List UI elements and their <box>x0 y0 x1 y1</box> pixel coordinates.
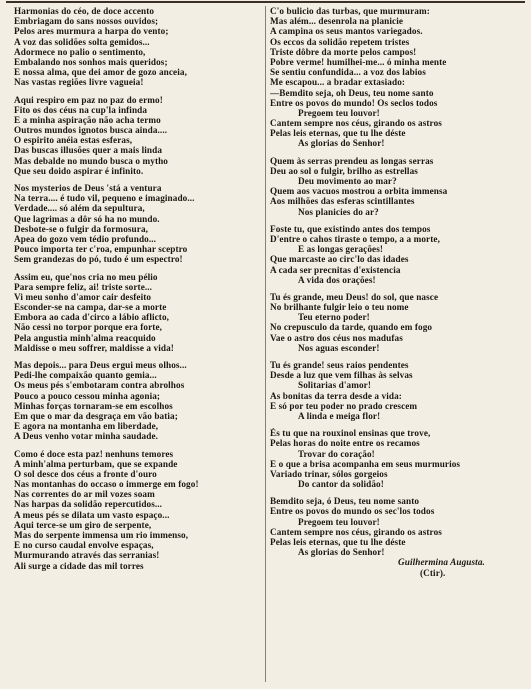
stanza-gap <box>14 571 262 578</box>
poem-line: A Deus venho votar minha saudade. <box>14 431 159 442</box>
poem-line: Nas correntes do ar mil vozes soam <box>14 489 155 500</box>
poem-line: Que lagrimas a dôr só ha no mundo. <box>14 213 160 224</box>
poem-line: Mas do serpente immensa um rio immenso, <box>14 530 189 540</box>
stanza <box>14 6 262 88</box>
poem-line: E a minha aspiração não acha termo <box>14 114 161 125</box>
poem-line: Pelas horas do noite entre os recamos <box>270 438 420 449</box>
poem-line: Mas além... desenrola na planicie <box>270 16 404 27</box>
poem-line: Variado trinar, sólos gorgeios <box>270 468 388 479</box>
poem-line: Em que o mar da desgraça em vão batia; <box>14 410 178 421</box>
stanza-gap <box>14 88 262 95</box>
stanza <box>14 449 262 571</box>
stanza <box>270 496 524 557</box>
stanza <box>270 360 524 421</box>
poem-line: As glorias do Senhor! <box>298 138 385 149</box>
poem-line: Aos milhões das esferas scintillantes <box>270 196 415 207</box>
top-rule <box>6 1 525 3</box>
column-divider <box>265 6 266 682</box>
poem-line: Mas depois... para Deus ergui meus olhos... <box>14 360 187 370</box>
poem-line: Pelas leis eternas, que tu lhe déste <box>270 128 406 139</box>
poem-line: E as longas gerações! <box>298 244 384 255</box>
poem-line: Pelas leis eternas, que tu lhe déste <box>270 537 406 547</box>
poem-line: Quem às serras prendeu as longas serras <box>270 155 434 166</box>
poem-line: Se sentiu confundida... a voz dos labios <box>270 67 426 78</box>
poem-line: As glorias do Senhor! <box>298 547 385 558</box>
poem-line: Harmonias do céo, de doce accento <box>14 6 155 16</box>
poem-line: Os meus pés s'embotaram contra abrolhos <box>14 380 185 391</box>
poem-line: As bonitas da terra desde a vida: <box>270 390 402 401</box>
poem-line: C'o bulicio das turbas, que murmuram: <box>270 6 430 16</box>
stanza-gap <box>14 176 262 183</box>
poem-line: No brilhante fulgir leio o teu nome <box>270 302 409 313</box>
poem-line: Pregoem teu louvor! <box>298 516 380 527</box>
poem-line: No crepusculo da tarde, quando em fogo <box>270 322 433 333</box>
poem-line: Quem aos vacuos mostrou a orbita immensa <box>270 186 448 197</box>
poem-line: Cantem sempre nos céus, girando os astros <box>270 118 442 129</box>
stanza-gap <box>270 285 524 292</box>
poem-line: Os eccos da solidão repetem tristes <box>270 36 410 47</box>
poem-line: Solitarias d'amor! <box>298 380 371 391</box>
poem-line: Nas harpas da solidão repercutidos... <box>14 499 163 510</box>
stanza-gap <box>14 265 262 272</box>
poem-line: Nos aguas esconder! <box>298 342 380 353</box>
poem-line: E o que a brisa acompanha em seus murmurios <box>270 458 461 469</box>
left-column <box>14 6 262 578</box>
poem-line: Adormece no palio o sentimento, <box>14 46 146 57</box>
poem-line: Não cessi no torpor porque era forte, <box>14 322 163 333</box>
poem-line: Embora ao cada d'circo a lábio aflicto, <box>14 312 170 323</box>
stanza-gap <box>270 353 524 360</box>
poem-line: Maldisse o meu soffrer, maldisse a vida! <box>14 342 174 353</box>
poem-line: A vida dos orações! <box>298 274 376 285</box>
poem-line: Aqui respiro em paz no paz do ermo! <box>14 94 163 105</box>
stanza <box>270 224 524 285</box>
poem-line: Outros mundos ignotos busca ainda.... <box>14 125 168 136</box>
poem-line: És tu que na rouxinol ensinas que trove, <box>270 428 431 439</box>
poem-line: Fito os dos céus na cup'la infinda <box>14 104 148 115</box>
poem-line: Desde a luz que vem filhas às selvas <box>270 370 413 381</box>
stanza <box>270 428 524 489</box>
poem-line: Murmurando através das serranias! <box>14 550 160 561</box>
poem-line: Na terra.... é tudo vil, pequeno e imaginado... <box>14 193 195 204</box>
poem-line: Como é doce esta paz! nenhuns temores <box>14 448 174 459</box>
poem-line: A cada ser precnitas d'existencia <box>270 264 401 275</box>
poem-line: Das buscas illusões quer a mais linda <box>14 145 163 156</box>
poem-line: —Bemdito seja, oh Deus, teu nome santo <box>270 87 434 98</box>
poem-line: Deu ao sol o fulgir, brilho as estrellas <box>270 165 418 176</box>
poem-line: Entre os povos do mundo! Os seclos todos <box>270 97 438 108</box>
right-column <box>270 6 524 578</box>
poem-line: O espirito anéia estas esferas, <box>14 135 133 146</box>
poem-line: Cantem sempre nos céus, girando os astros <box>270 526 442 537</box>
stanza-gap <box>14 442 262 449</box>
poem-line: Me escapou... a bradar extasiado: <box>270 77 406 88</box>
stanza <box>14 183 262 265</box>
poem-line: Para sempre feliz, ai! triste sorte... <box>14 281 153 292</box>
poem-line: Nos planicies do ar? <box>298 206 379 217</box>
poem-line: A campina os seus mantos variegados. <box>270 26 423 37</box>
stanza-gap <box>14 353 262 360</box>
stanza <box>270 292 524 353</box>
poem-line: Nas montanhas do occaso o immerge em fogo! <box>14 479 199 490</box>
stanza-gap <box>270 489 524 496</box>
poem-line: Nos mysterios de Deus 'stá a ventura <box>14 183 162 193</box>
poem-line: Pouco a pouco cessou minha agonia; <box>14 390 161 401</box>
poem-line: Entre os povos do mundo os sec'los todos <box>270 506 435 517</box>
poem-line: A meus pés se dilata um vasto espaço... <box>14 509 170 520</box>
stanza-gap <box>270 421 524 428</box>
poem-line: Deu movimento ao mar? <box>298 176 397 186</box>
poem-line: Teu eterno poder! <box>298 312 370 323</box>
poem-line: Verdade.... só além da sepultura, <box>14 203 145 214</box>
poem-line: Do cantor da solidão! <box>298 479 384 490</box>
poem-line: Pela angustia minh'alma reacquido <box>14 332 156 343</box>
stanza-gap <box>270 149 524 156</box>
poem-line: Pobre verme! humilhei-me... ó minha mente <box>270 56 447 67</box>
poem-line: Embriagam do sans nossos ouvidos; <box>14 16 159 27</box>
poem-line: Minhas forças tornaram-se em escolhos <box>14 400 173 411</box>
stanza <box>270 6 524 149</box>
poem-line: Apea do gozo vem tédio profundo... <box>14 233 157 244</box>
poem-line: Embalando nos sonhos mais queridos; <box>14 56 168 67</box>
poem-line: Desbote-se o fulgir da formosura, <box>14 223 149 234</box>
poem-line: Que marcaste ao circ'lo das idades <box>270 254 409 265</box>
poem-line: Esconder-se na campa, dar-se a morte <box>14 302 167 313</box>
date-line: (Ctir). <box>420 567 446 578</box>
stanza <box>270 156 524 217</box>
poem-line: Triste dôbre da morte pelos campos! <box>270 46 417 57</box>
poem-line: Nas vastas regiões livre vagueia! <box>14 77 144 88</box>
poem-line: E nossa alma, que dei amor de gozo anceia, <box>14 67 187 78</box>
poem-line: Tu és grande! seus raios pendentes <box>270 360 409 370</box>
poem-line: Tu és grande, meu Deus! do sol, que nasce <box>270 291 439 302</box>
stanza <box>14 360 262 442</box>
poem-line: Mas debalde no mundo busca o mytho <box>14 155 169 166</box>
poem-line: Vi meu sonho d'amor cair desfeito <box>14 291 152 302</box>
poem-line: A linda e meiga flor! <box>298 410 381 421</box>
poem-line: O sol desce dos céus a fronte d'ouro <box>14 468 157 479</box>
poem-line: Foste tu, que existindo antes dos tempos <box>270 223 431 234</box>
poem-line: Vae o astro dos céus nos madufas <box>270 332 403 343</box>
poem-line: E no curso caudal envolve espaças, <box>14 540 154 551</box>
poem-line: Pedi-lhe compaixão quanto gemia... <box>14 370 157 381</box>
poem-line: Trovar do coração! <box>298 448 375 459</box>
poem-line: A voz das solidões solta gemidos... <box>14 36 150 47</box>
stanza-gap <box>270 217 524 224</box>
stanza <box>14 95 262 177</box>
poem-line: Que seu doido aspirar é infinito. <box>14 165 144 176</box>
poem-line: Aqui terce-se um giro de serpente, <box>14 519 152 530</box>
stanza <box>14 272 262 354</box>
author-signature: Guilhermina Augusta. <box>398 557 485 568</box>
poem-line: Bemdito seja, ó Deus, teu nome santo <box>270 496 420 507</box>
poem-line: E agora na montanha em liberdade, <box>14 421 159 432</box>
poem-line: Pelos ares murmura a harpa do vento; <box>14 26 169 37</box>
poem-line: Assim eu, que'nos cria no meu pélio <box>14 271 158 282</box>
poem-line: Pouco importa ter c'roa, empunhar sceptro <box>14 244 188 255</box>
poem-line: D'entre o cahos tiraste o tempo, a a morte, <box>270 233 440 244</box>
poem-line: Ali surge a cidade das mil torres <box>14 560 144 571</box>
poem-line: Sem grandezas do pó, tudo é um espectro! <box>14 254 183 265</box>
poem-line: A minh'alma perturbam, que se expande <box>14 458 178 469</box>
poem-line: E só por teu poder no prado crescem <box>270 400 418 411</box>
poem-line: Pregoem teu louvor! <box>298 107 380 118</box>
